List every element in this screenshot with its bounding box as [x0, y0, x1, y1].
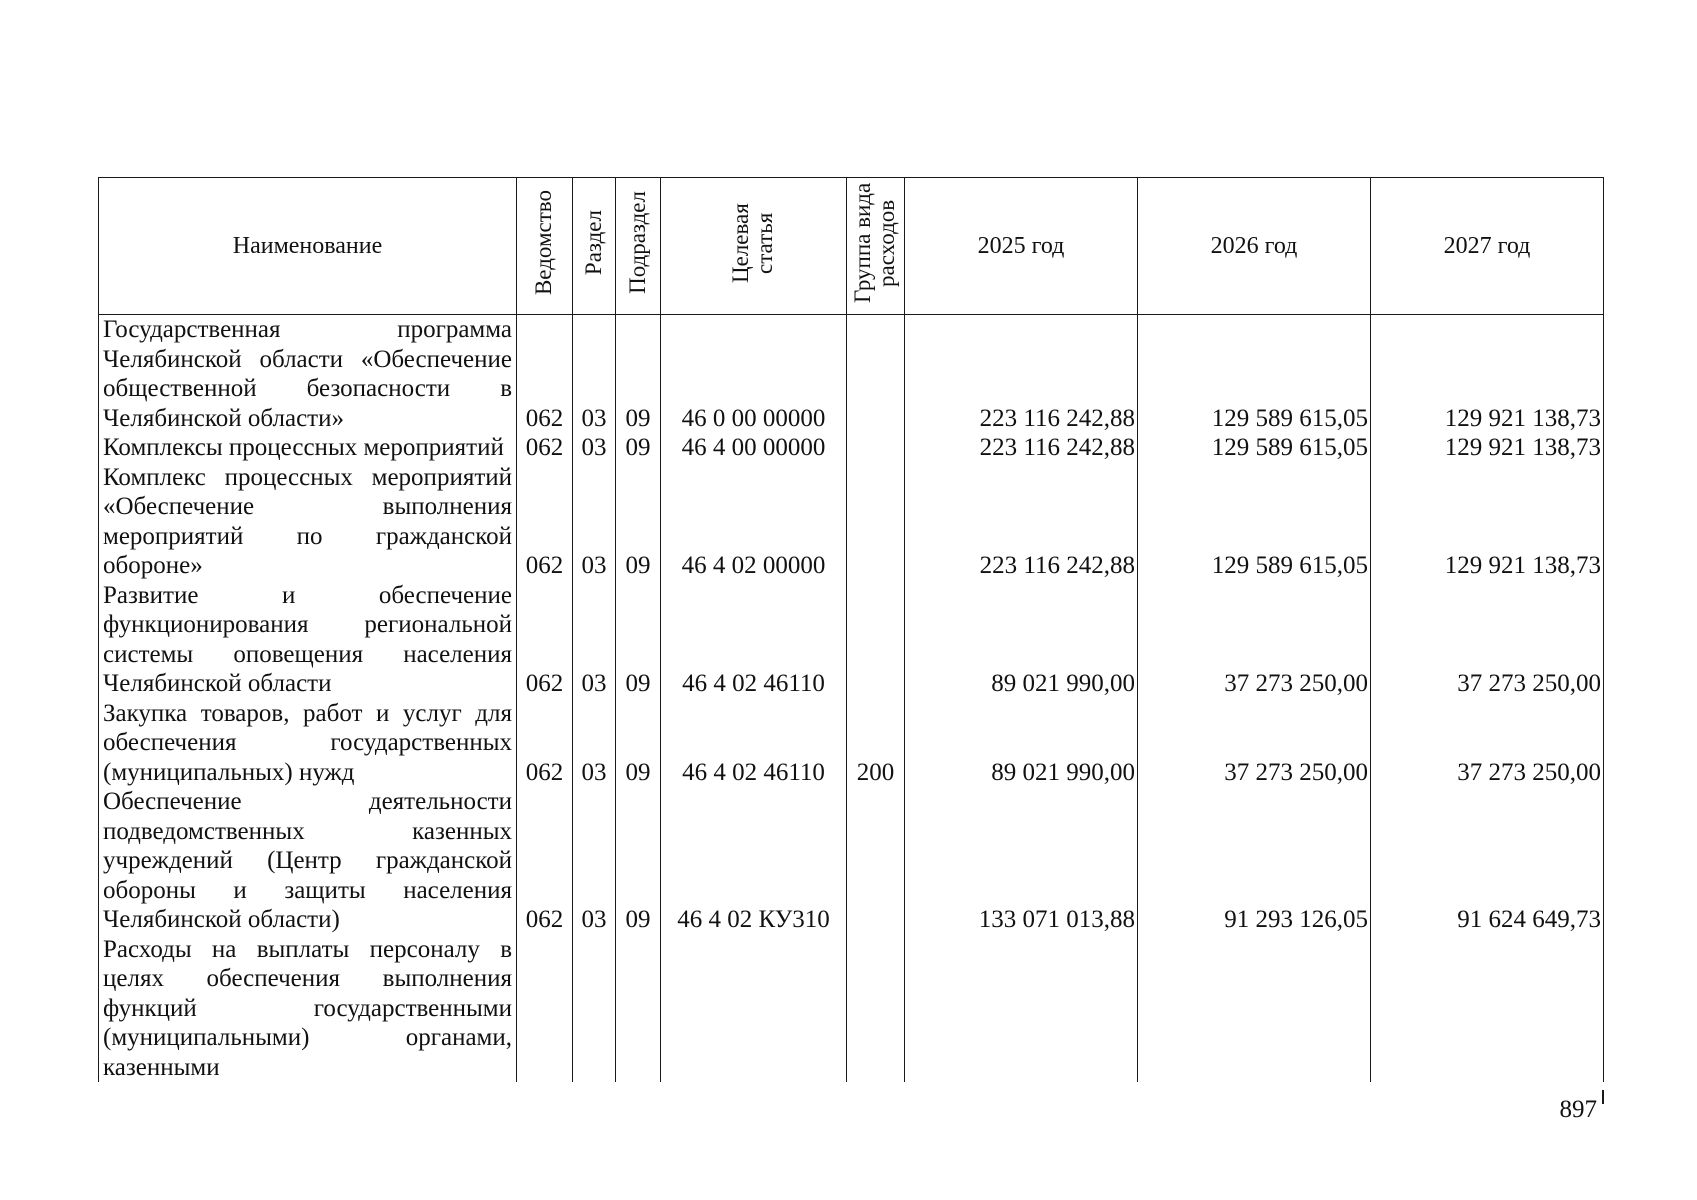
row-razdel: 03 — [573, 315, 616, 434]
table-row — [99, 699, 1604, 788]
header-podrazdel: Подраздел — [616, 178, 661, 315]
row-vedomstvo: 062 — [517, 463, 573, 581]
row-razdel: 03 — [573, 581, 616, 699]
row-razdel: 03 — [573, 463, 616, 581]
row-2027: 129 921 138,73 — [1371, 433, 1604, 463]
row-podrazdel: 09 — [616, 433, 661, 463]
row-gruppa — [847, 463, 905, 581]
row-name: Развитие и обеспечение функционирования региональной системы оповещения населения Челябинской области — [99, 581, 517, 699]
table-row — [99, 463, 1604, 581]
row-celevaya: 46 4 02 46110 — [661, 699, 847, 788]
header-vedomstvo: Ведомство — [517, 178, 573, 315]
row-vedomstvo: 062 — [517, 315, 573, 434]
table-row — [99, 315, 1604, 434]
budget-table — [98, 177, 1604, 1082]
header-year-2025: 2025 год — [905, 178, 1138, 315]
row-vedomstvo — [517, 935, 573, 1083]
row-celevaya: 46 4 02 КУ310 — [661, 787, 847, 935]
row-2027 — [1371, 935, 1604, 1083]
row-razdel: 03 — [573, 787, 616, 935]
row-podrazdel: 09 — [616, 463, 661, 581]
header-name: Наименование — [99, 178, 517, 315]
header-celevaya-statya: Целевая статья — [661, 178, 847, 315]
table-row — [99, 581, 1604, 699]
row-celevaya: 46 0 00 00000 — [661, 315, 847, 434]
row-podrazdel: 09 — [616, 315, 661, 434]
row-2027: 37 273 250,00 — [1371, 699, 1604, 788]
row-2026: 129 589 615,05 — [1138, 433, 1371, 463]
row-name: Обеспечение деятельности подведомственных казенных учреждений (Центр гражданской обороны и защиты населения Челябинской области) — [99, 787, 517, 935]
row-2027: 129 921 138,73 — [1371, 463, 1604, 581]
page-number: 897 — [1559, 1096, 1597, 1123]
row-name: Государственная программа Челябинской области «Обеспечение общественной безопасности в Челябинской области» — [99, 315, 517, 434]
row-2025 — [905, 935, 1138, 1083]
header-year-2027: 2027 год — [1371, 178, 1604, 315]
row-2027: 91 624 649,73 — [1371, 787, 1604, 935]
row-2025: 133 071 013,88 — [905, 787, 1138, 935]
table-row — [99, 935, 1604, 1083]
row-podrazdel: 09 — [616, 787, 661, 935]
row-2025: 223 116 242,88 — [905, 315, 1138, 434]
row-celevaya — [661, 935, 847, 1083]
table-row — [99, 433, 1604, 463]
row-razdel: 03 — [573, 433, 616, 463]
row-gruppa: 200 — [847, 699, 905, 788]
row-name: Закупка товаров, работ и услуг для обеспечения государственных (муниципальных) нужд — [99, 699, 517, 788]
row-2025: 223 116 242,88 — [905, 463, 1138, 581]
row-2026: 129 589 615,05 — [1138, 315, 1371, 434]
header-razdel: Раздел — [573, 178, 616, 315]
row-vedomstvo: 062 — [517, 787, 573, 935]
row-gruppa — [847, 787, 905, 935]
row-podrazdel — [616, 935, 661, 1083]
table-edge-mark — [1602, 1090, 1604, 1104]
row-2026: 91 293 126,05 — [1138, 787, 1371, 935]
table-row — [99, 787, 1604, 935]
row-gruppa — [847, 433, 905, 463]
row-2026: 129 589 615,05 — [1138, 463, 1371, 581]
row-2025: 89 021 990,00 — [905, 581, 1138, 699]
header-year-2026: 2026 год — [1138, 178, 1371, 315]
row-vedomstvo: 062 — [517, 433, 573, 463]
row-podrazdel: 09 — [616, 581, 661, 699]
table-header-row — [99, 178, 1604, 315]
row-2025: 223 116 242,88 — [905, 433, 1138, 463]
row-2026: 37 273 250,00 — [1138, 581, 1371, 699]
row-2026 — [1138, 935, 1371, 1083]
row-podrazdel: 09 — [616, 699, 661, 788]
row-razdel — [573, 935, 616, 1083]
row-gruppa — [847, 581, 905, 699]
row-gruppa — [847, 315, 905, 434]
row-gruppa — [847, 935, 905, 1083]
row-celevaya: 46 4 02 46110 — [661, 581, 847, 699]
row-2026: 37 273 250,00 — [1138, 699, 1371, 788]
row-2025: 89 021 990,00 — [905, 699, 1138, 788]
row-celevaya: 46 4 02 00000 — [661, 463, 847, 581]
row-razdel: 03 — [573, 699, 616, 788]
row-2027: 129 921 138,73 — [1371, 315, 1604, 434]
row-vedomstvo: 062 — [517, 699, 573, 788]
row-celevaya: 46 4 00 00000 — [661, 433, 847, 463]
row-name: Расходы на выплаты персоналу в целях обеспечения выполнения функций государственными (муниципальными) органами, казенными — [99, 935, 517, 1083]
header-gruppa-vida-rashodov: Группа вида расходов — [847, 178, 905, 315]
row-vedomstvo: 062 — [517, 581, 573, 699]
row-2027: 37 273 250,00 — [1371, 581, 1604, 699]
row-name: Комплексы процессных мероприятий — [99, 433, 517, 463]
row-name: Комплекс процессных мероприятий «Обеспечение выполнения мероприятий по гражданской обороне» — [99, 463, 517, 581]
